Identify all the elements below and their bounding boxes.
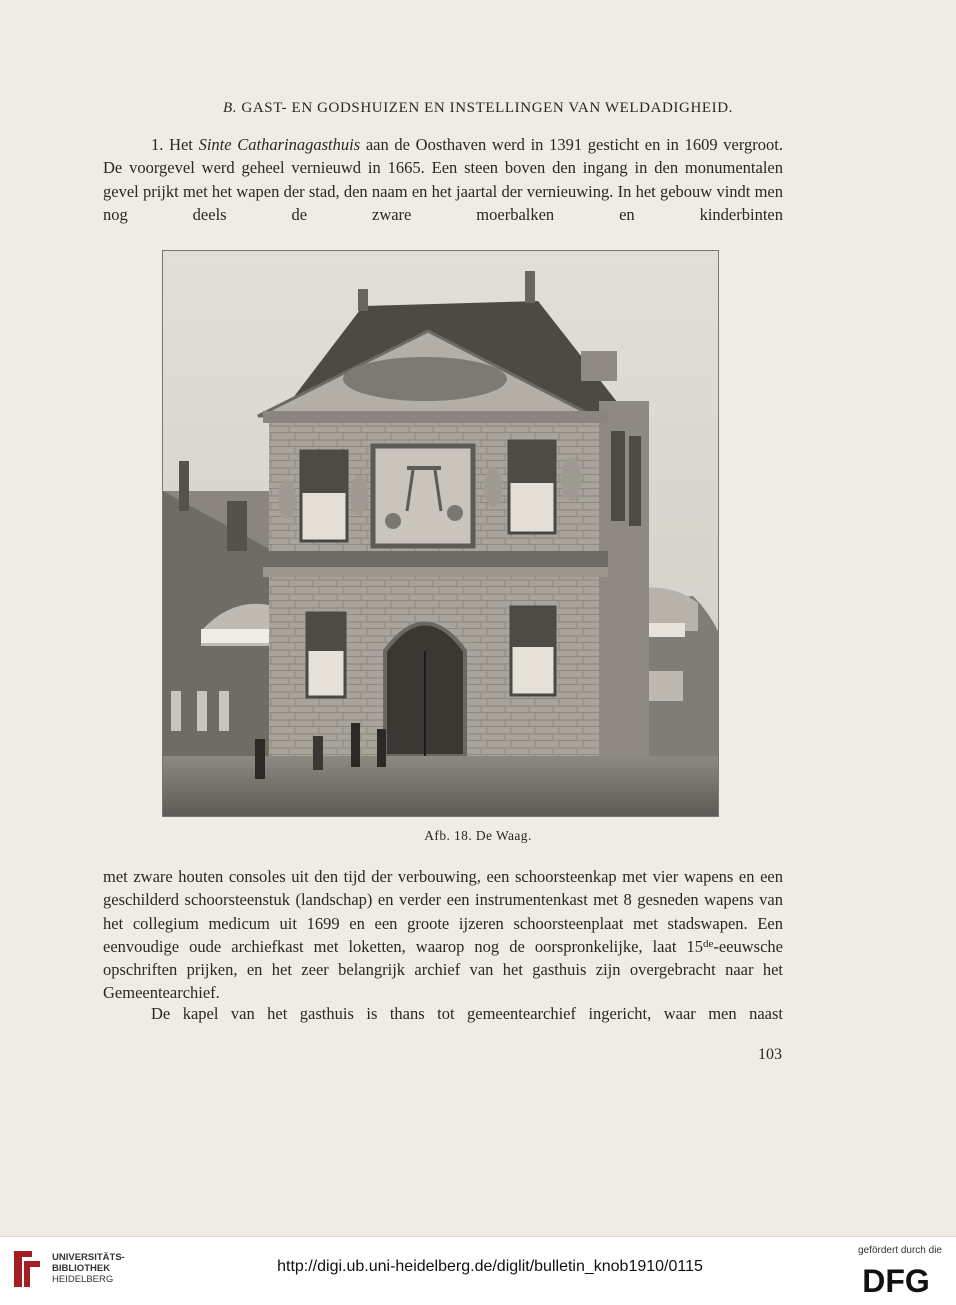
paragraph1-rest: aan de Oosthaven werd in 1391 gesticht en in 1609 vergroot. De voorgevel werd geheel vernieuwd in 1665. Een steen boven den ingang in den monumentalen gevel prijkt met het wapen der stad, den naam en het jaartal der vernieuwing. In het gebouw vindt men nog deels de zware moerbalken en kinderbinten: [103, 135, 783, 224]
page-number: 103: [758, 1046, 782, 1063]
section-title: GAST- EN GODSHUIZEN EN INSTELLINGEN VAN WELDADIGHEID.: [241, 100, 734, 116]
permalink-url[interactable]: http://digi.ub.uni-heidelberg.de/diglit/bulletin_knob1910/0115: [277, 1258, 703, 1275]
figure-photo-de-waag: [162, 250, 719, 817]
sponsor-label: gefördert durch die: [858, 1245, 942, 1256]
section-letter: B.: [222, 100, 238, 116]
paragraph-kapel: De kapel van het gasthuis is thans tot gemeentearchief ingericht, waar men naast: [151, 1004, 783, 1023]
library-name-line1: UNIVERSITÄTS-: [52, 1252, 125, 1263]
photo-illustration: [163, 251, 718, 816]
figure-caption: Afb. 18. De Waag.: [424, 828, 532, 843]
dfg-logo-text: DFG: [862, 1263, 930, 1297]
paragraph2-rest: -eeuwsche opschriften prijken, en het zeer belangrijk archief van het gasthuis zijn overgebracht naar het Gemeentearchief.: [103, 936, 783, 1003]
section-heading: [100, 100, 856, 117]
paragraph-interior: [103, 865, 783, 1005]
library-name-line3: HEIDELBERG: [52, 1274, 114, 1285]
ordinal-superscript: de: [702, 937, 714, 950]
paragraph-catharinagasthuis: [103, 133, 783, 226]
paragraph2-start: met zware houten consoles uit den tijd der verbouwing, een schoorsteenkap met vier wapens en een geschilderd schoorsteenstuk (landschap) en verder een instrumentenkast met 8 gesneden wapens van het collegium medicum uit 1699 en een groote ijzeren schoorsteenplaat met stadswapen. Een eenvoudige oude archiefkast met loketten, waarop nog de oorspronkelijke, laat 15: [103, 867, 783, 956]
paragraph1-italic-name: Sinte Catharinagasthuis: [198, 135, 361, 154]
paragraph1-start: 1. Het: [151, 135, 199, 154]
library-name[interactable]: [52, 1252, 125, 1285]
dfg-logo-icon[interactable]: [850, 1263, 942, 1297]
library-name-line2: BIBLIOTHEK: [52, 1263, 111, 1274]
ub-heidelberg-logo-icon[interactable]: [10, 1247, 44, 1291]
viewer-footer: [0, 1236, 956, 1305]
